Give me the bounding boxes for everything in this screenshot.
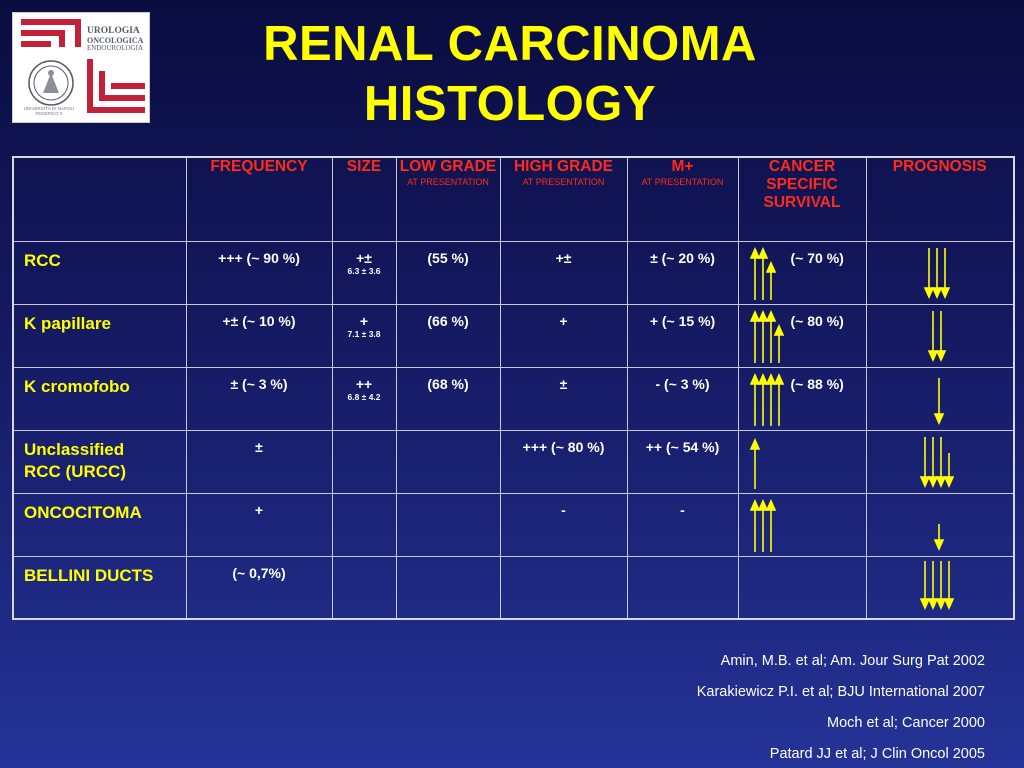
- m-plus-label: M+: [671, 158, 694, 175]
- title-line1: RENAL CARCINOMA: [263, 17, 757, 71]
- reference-item: Patard JJ et al; J Clin Oncol 2005: [769, 746, 985, 762]
- cell-low-grade: [396, 493, 500, 556]
- row-label: BELLINI DUCTS: [13, 556, 186, 619]
- row-label: [13, 430, 186, 493]
- survival-percent: (~ 80 %): [790, 312, 844, 329]
- cell-survival: [738, 241, 866, 304]
- logo-text: [87, 27, 143, 53]
- prognosis-arrows-icon: [867, 431, 1013, 493]
- logo-line1: UROLOGIA: [87, 26, 140, 36]
- cell-size: [332, 367, 396, 430]
- prognosis-arrows-icon: [867, 557, 1013, 619]
- table-row: [13, 556, 1014, 619]
- cell-prognosis: [866, 304, 1014, 367]
- cell-size: [332, 556, 396, 619]
- low-grade-label: LOW GRADE: [399, 158, 497, 175]
- row-label: RCC: [13, 241, 186, 304]
- cell-frequency: (~ 0,7%): [186, 556, 332, 619]
- prognosis-arrows-icon: [867, 305, 1013, 367]
- low-grade-sub: AT PRESENTATION: [407, 177, 489, 187]
- cell-low-grade: (68 %): [396, 367, 500, 430]
- table-row: [13, 493, 1014, 556]
- logo-university: UNIVERSITÀ DI NAPOLI FEDERICO II: [23, 106, 75, 116]
- cell-frequency: +++ (~ 90 %): [186, 241, 332, 304]
- header-prognosis: PROGNOSIS: [866, 157, 1014, 241]
- size-value: ++: [355, 375, 373, 392]
- table-row: [13, 304, 1014, 367]
- cell-high-grade: ±: [500, 367, 627, 430]
- survival-arrows-icon: [739, 431, 865, 493]
- prognosis-arrows-icon: [867, 494, 1013, 556]
- cell-survival: [738, 493, 866, 556]
- cell-high-grade: -: [500, 493, 627, 556]
- row-label-line1: Unclassified: [24, 439, 125, 459]
- cell-frequency: ±: [186, 430, 332, 493]
- cell-low-grade: (55 %): [396, 241, 500, 304]
- header-row: [13, 157, 1014, 241]
- size-range: 7.1 ± 3.8: [347, 328, 381, 339]
- slide-title: [150, 14, 870, 134]
- logo-line2: ONCOLOGICA: [87, 35, 144, 45]
- m-plus-sub: AT PRESENTATION: [641, 177, 724, 187]
- cell-low-grade: (66 %): [396, 304, 500, 367]
- header-m-plus: [627, 157, 738, 241]
- row-label-line2: RCC (URCC): [24, 461, 126, 481]
- cell-m-plus: ++ (~ 54 %): [627, 430, 738, 493]
- header-frequency: FREQUENCY: [186, 157, 332, 241]
- cell-prognosis: [866, 493, 1014, 556]
- header-empty: [13, 157, 186, 241]
- cell-low-grade: [396, 430, 500, 493]
- cell-high-grade: +±: [500, 241, 627, 304]
- survival-arrows-icon: [739, 494, 865, 556]
- cell-size: [332, 241, 396, 304]
- row-label: K papillare: [13, 304, 186, 367]
- header-low-grade: [396, 157, 500, 241]
- reference-item: Karakiewicz P.I. et al; BJU International 2007: [696, 684, 985, 700]
- size-range: 6.8 ± 4.2: [347, 391, 381, 402]
- cell-high-grade: +: [500, 304, 627, 367]
- survival-percent: (~ 70 %): [790, 249, 844, 266]
- high-grade-label: HIGH GRADE: [513, 158, 614, 175]
- size-value: +: [359, 312, 369, 329]
- histology-table: [12, 156, 1015, 620]
- cell-size: [332, 430, 396, 493]
- cell-high-grade: [500, 556, 627, 619]
- cell-high-grade: +++ (~ 80 %): [500, 430, 627, 493]
- cell-m-plus: + (~ 15 %): [627, 304, 738, 367]
- cell-prognosis: [866, 241, 1014, 304]
- header-size: SIZE: [332, 157, 396, 241]
- cell-m-plus: -: [627, 493, 738, 556]
- row-label: ONCOCITOMA: [13, 493, 186, 556]
- logo-line3: ENDOUROLOGIA: [87, 44, 143, 53]
- cell-m-plus: ± (~ 20 %): [627, 241, 738, 304]
- cell-m-plus: [627, 556, 738, 619]
- cell-frequency: ± (~ 3 %): [186, 367, 332, 430]
- header-high-grade: [500, 157, 627, 241]
- size-value: +±: [356, 249, 372, 266]
- cell-prognosis: [866, 430, 1014, 493]
- high-grade-sub: AT PRESENTATION: [522, 177, 605, 187]
- cell-survival: [738, 430, 866, 493]
- cell-frequency: +: [186, 493, 332, 556]
- cell-prognosis: [866, 367, 1014, 430]
- header-cancer-specific-survival: CANCER SPECIFIC SURVIVAL: [738, 157, 866, 241]
- cell-low-grade: [396, 556, 500, 619]
- title-line2: HISTOLOGY: [363, 77, 657, 131]
- table-row: [13, 241, 1014, 304]
- cell-survival: [738, 304, 866, 367]
- cell-m-plus: - (~ 3 %): [627, 367, 738, 430]
- reference-item: Moch et al; Cancer 2000: [827, 715, 985, 731]
- cell-size: [332, 493, 396, 556]
- cell-size: [332, 304, 396, 367]
- prognosis-arrows-icon: [867, 368, 1013, 430]
- references: [697, 646, 985, 768]
- row-label: K cromofobo: [13, 367, 186, 430]
- cell-prognosis: [866, 556, 1014, 619]
- cell-survival: [738, 556, 866, 619]
- size-range: 6.3 ± 3.6: [347, 265, 381, 276]
- table-row: [13, 430, 1014, 493]
- prognosis-arrows-icon: [867, 242, 1013, 304]
- urology-logo: [12, 12, 150, 123]
- table-row: [13, 367, 1014, 430]
- reference-item: Amin, M.B. et al; Am. Jour Surg Pat 2002: [720, 653, 985, 669]
- survival-percent: (~ 88 %): [790, 375, 844, 392]
- cell-survival: [738, 367, 866, 430]
- cell-frequency: +± (~ 10 %): [186, 304, 332, 367]
